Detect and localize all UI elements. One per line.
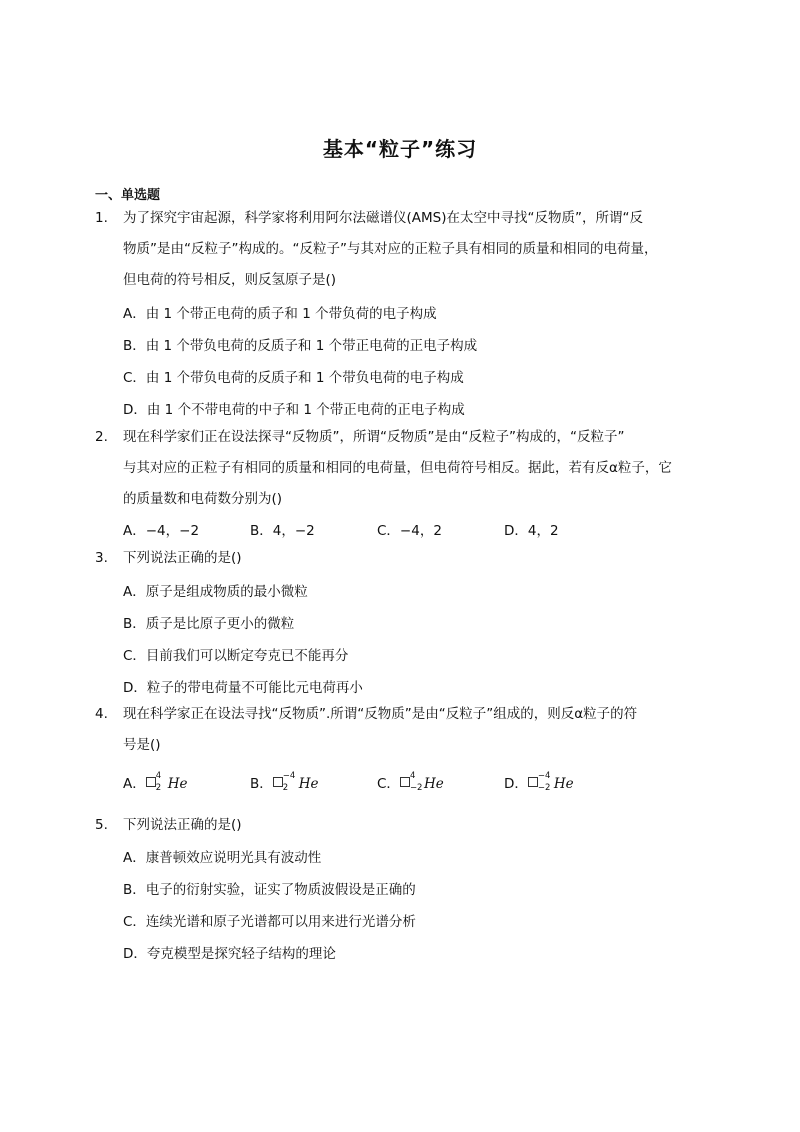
question-line: 下列说法正确的是(): [123, 550, 242, 566]
option-d[interactable]: D．粒子的带电荷量不可能比元电荷再小: [123, 680, 363, 696]
mass-number: −4: [282, 771, 296, 781]
question-number: 3.: [95, 550, 108, 566]
option-c[interactable]: C．连续光谱和原子光谱都可以用来进行光谱分析: [123, 914, 416, 930]
question-line: 下列说法正确的是(): [123, 817, 242, 833]
option-label: C．: [377, 776, 400, 792]
option-a[interactable]: A．原子是组成物质的最小微粒: [123, 584, 308, 600]
question-2: [95, 422, 705, 515]
element-symbol: He: [553, 776, 574, 792]
nuclide-notation: [400, 771, 423, 794]
option-c[interactable]: [377, 772, 444, 794]
question-line: 号是(): [123, 737, 161, 753]
option-d[interactable]: D．4，2: [504, 523, 559, 539]
option-b[interactable]: B．质子是比原子更小的微粒: [123, 616, 295, 632]
question-line: 的质量数和电荷数分别为(): [123, 491, 283, 507]
option-a[interactable]: A．康普顿效应说明光具有波动性: [123, 850, 322, 866]
question-line: 物质”是由“反粒子”构成的。“反粒子”与其对应的正粒子具有相同的质量和相同的电荷量，: [123, 241, 658, 257]
charge-number: 2: [155, 783, 162, 793]
question-number: 1.: [95, 210, 108, 226]
option-label: B．: [250, 776, 273, 792]
question-text: [123, 422, 705, 515]
question-text: [123, 810, 705, 841]
charge-number: −2: [537, 783, 551, 793]
question-5: [95, 810, 705, 841]
question-text: [123, 699, 705, 761]
placeholder-box-icon: [146, 777, 156, 787]
option-a[interactable]: A．−4，−2: [123, 523, 200, 539]
question-number: 4.: [95, 706, 108, 722]
question-line: 与其对应的正粒子有相同的质量和相同的电荷量，但电荷符号相反。据此，若有反α粒子，它: [123, 460, 672, 476]
placeholder-box-icon: [528, 777, 538, 787]
option-d[interactable]: D．夸克模型是探究轻子结构的理论: [123, 946, 336, 962]
option-c[interactable]: C．−4，2: [377, 523, 442, 539]
option-c[interactable]: C．由 1 个带负电荷的反质子和 1 个带负电荷的电子构成: [123, 370, 464, 386]
option-a[interactable]: [123, 772, 188, 794]
mass-number: 4: [155, 771, 162, 781]
mass-number: 4: [409, 771, 416, 781]
question-1: [95, 203, 705, 296]
question-3: [95, 543, 705, 574]
question-line: 但电荷的符号相反，则反氢原子是(): [123, 272, 337, 288]
option-d[interactable]: [504, 772, 574, 794]
question-4: [95, 699, 705, 761]
option-label: D．: [504, 776, 528, 792]
question-number: 2.: [95, 429, 108, 445]
option-a[interactable]: A．由 1 个带正电荷的质子和 1 个带负荷的电子构成: [123, 306, 437, 322]
charge-number: 2: [282, 783, 289, 793]
element-symbol: He: [167, 776, 188, 792]
page-title: 基本“粒子”练习: [322, 137, 478, 161]
section-heading: 一、单选题: [95, 188, 161, 203]
option-b[interactable]: B．电子的衍射实验，证实了物质波假设是正确的: [123, 882, 416, 898]
mass-number: −4: [537, 771, 551, 781]
question-text: [123, 543, 705, 574]
nuclide-notation: [146, 771, 168, 794]
question-number: 5.: [95, 817, 108, 833]
nuclide-notation: [273, 771, 296, 794]
option-b[interactable]: B．由 1 个带负电荷的反质子和 1 个带正电荷的正电子构成: [123, 338, 478, 354]
question-line: 现在科学家们正在设法探寻“反物质”，所谓“反物质”是由“反粒子”构成的，“反粒子”: [123, 429, 625, 445]
placeholder-box-icon: [400, 777, 410, 787]
placeholder-box-icon: [273, 777, 283, 787]
option-c[interactable]: C．目前我们可以断定夸克已不能再分: [123, 648, 349, 664]
element-symbol: He: [423, 776, 444, 792]
option-b[interactable]: [250, 772, 319, 794]
question-line: 现在科学家正在设法寻找“反物质”.所谓“反物质”是由“反粒子”组成的，则反α粒子的符: [123, 706, 638, 722]
option-d[interactable]: D．由 1 个不带电荷的中子和 1 个带正电荷的正电子构成: [123, 402, 465, 418]
question-line: 为了探究宇宙起源，科学家将利用阿尔法磁谱仪(AMS)在太空中寻找“反物质”，所谓“反: [123, 210, 643, 226]
charge-number: −2: [409, 783, 423, 793]
nuclide-notation: [528, 771, 551, 794]
option-b[interactable]: B．4，−2: [250, 523, 315, 539]
element-symbol: He: [298, 776, 319, 792]
option-label: A．: [123, 776, 146, 792]
question-text: [123, 203, 705, 296]
